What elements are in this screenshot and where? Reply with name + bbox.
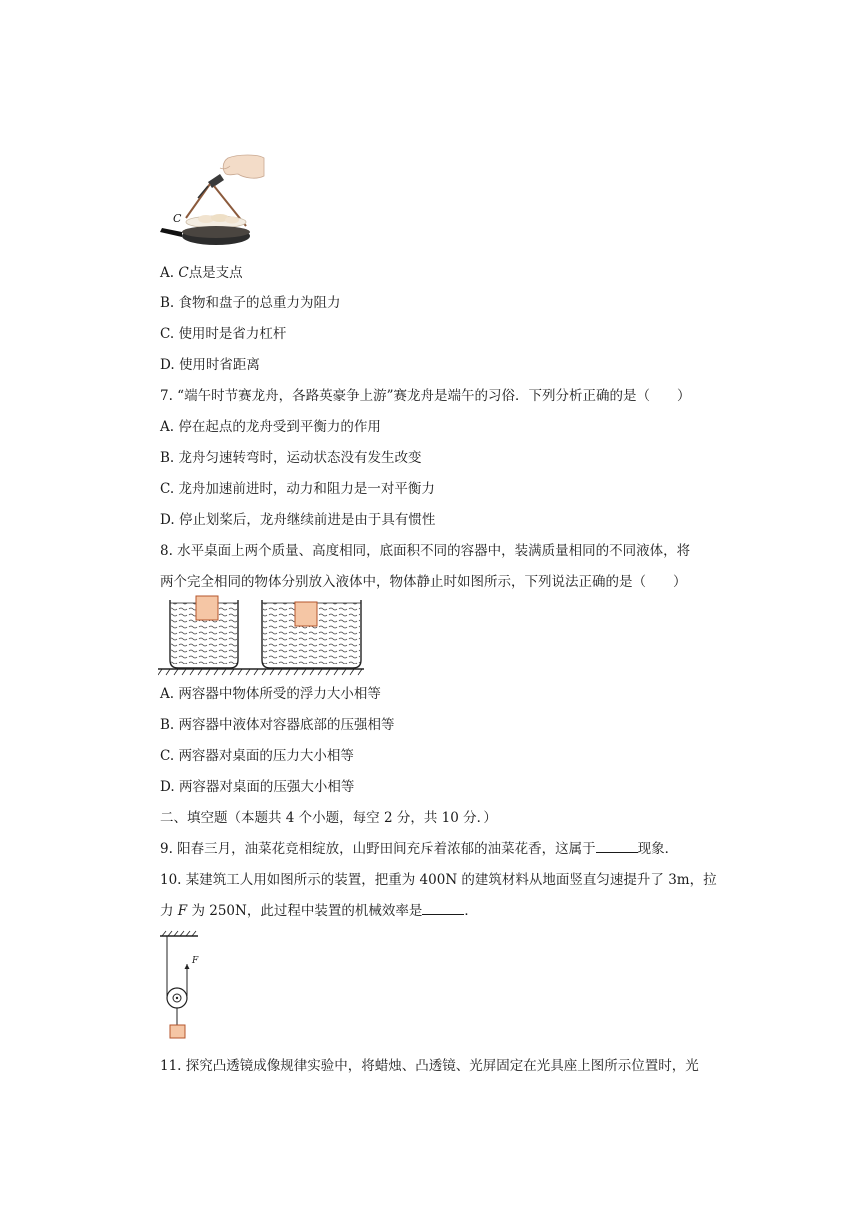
q8-stem-line2: 两个完全相同的物体分别放入液体中，物体静止时如图所示，下列说法正确的是（ ）: [160, 574, 687, 590]
option-letter: A.: [160, 419, 175, 435]
section-heading: 二、填空题（本题共 4 个小题，每空 2 分，共 10 分．）: [160, 810, 497, 826]
option-text: 使用时是省力杠杆: [178, 326, 287, 342]
q7-stem: 7. “端午时节赛龙舟，各路英豪争上游”赛龙舟是端午的习俗．下列分析正确的是（ ）: [160, 388, 691, 404]
force-f-italic: F: [177, 903, 188, 919]
q11-line1: 11. 探究凸透镜成像规律实验中，将蜡烛、凸透镜、光屏固定在光具座上图所示位置时，光: [160, 1058, 699, 1074]
option-text: 龙舟匀速转弯时，运动状态没有发生改变: [178, 450, 422, 466]
option-letter: A.: [160, 265, 175, 281]
q9-before: 9. 阳春三月，油菜花竞相绽放，山野田间充斥着浓郁的油菜花香，这属于: [160, 841, 596, 857]
q7-option-a: [160, 418, 381, 436]
point-c-label: C: [173, 212, 182, 225]
option-letter: B.: [160, 295, 175, 311]
option-letter: A.: [160, 686, 175, 702]
option-letter: B.: [160, 450, 175, 466]
q8-option-d: [160, 778, 354, 796]
q6-option-a: [160, 264, 243, 282]
q8-option-b: [160, 716, 395, 734]
option-letter: C.: [160, 326, 175, 342]
q7-option-b: [160, 449, 422, 467]
option-letter: C.: [160, 481, 175, 497]
q8-option-a: [160, 685, 381, 703]
option-letter: D.: [160, 779, 175, 795]
option-letter: D.: [160, 512, 175, 528]
option-text: 停止划桨后，龙舟继续前进是由于具有惯性: [178, 512, 436, 528]
option-text: 两容器中物体所受的浮力大小相等: [178, 686, 381, 702]
q7-option-c: [160, 480, 435, 498]
option-text: 点是支点: [188, 265, 243, 281]
load-block: [170, 1025, 185, 1038]
q6-option-c: [160, 325, 286, 343]
left-container: [170, 596, 238, 668]
q8-option-c: [160, 747, 354, 765]
pan-clamp-figure: [158, 152, 266, 252]
option-text: 使用时省距离: [178, 357, 260, 373]
q8-stem-line1: 8. 水平桌面上两个质量、高度相同，底面积不同的容器中，装满质量相同的不同液体，将: [160, 543, 691, 559]
right-block: [295, 602, 317, 626]
option-text: 龙舟加速前进时，动力和阻力是一对平衡力: [178, 481, 435, 497]
q9-after: 现象．: [637, 841, 679, 857]
answer-blank[interactable]: [596, 840, 638, 853]
q6-option-b: [160, 294, 341, 312]
pulley-figure: [158, 930, 204, 1042]
q10-line1: 10. 某建筑工人用如图所示的装置，把重为 400N 的建筑材料从地面竖直匀速提升了 3m，拉: [160, 872, 717, 888]
option-text: 停在起点的龙舟受到平衡力的作用: [178, 419, 381, 435]
point-c-italic: C: [178, 265, 189, 281]
right-container: [262, 600, 361, 668]
option-text: 两容器对桌面的压强大小相等: [178, 779, 355, 795]
answer-blank[interactable]: [422, 902, 464, 915]
containers-figure: [158, 594, 368, 676]
q6-option-d: [160, 356, 260, 374]
q10-line2: 力 F 为 250N，此过程中装置的机械效率是 ．: [160, 903, 478, 919]
option-text: 食物和盘子的总重力为阻力: [178, 295, 341, 311]
left-block: [196, 596, 218, 620]
q7-option-d: [160, 511, 435, 529]
q10-line2-mid: 为 250N，此过程中装置的机械效率是: [187, 903, 423, 919]
force-f-label: F: [192, 956, 199, 966]
option-text: 两容器对桌面的压力大小相等: [178, 748, 354, 764]
q9-text: [160, 840, 678, 858]
option-letter: D.: [160, 357, 175, 373]
option-letter: B.: [160, 717, 175, 733]
option-text: 两容器中液体对容器底部的压强相等: [178, 717, 395, 733]
option-letter: C.: [160, 748, 175, 764]
